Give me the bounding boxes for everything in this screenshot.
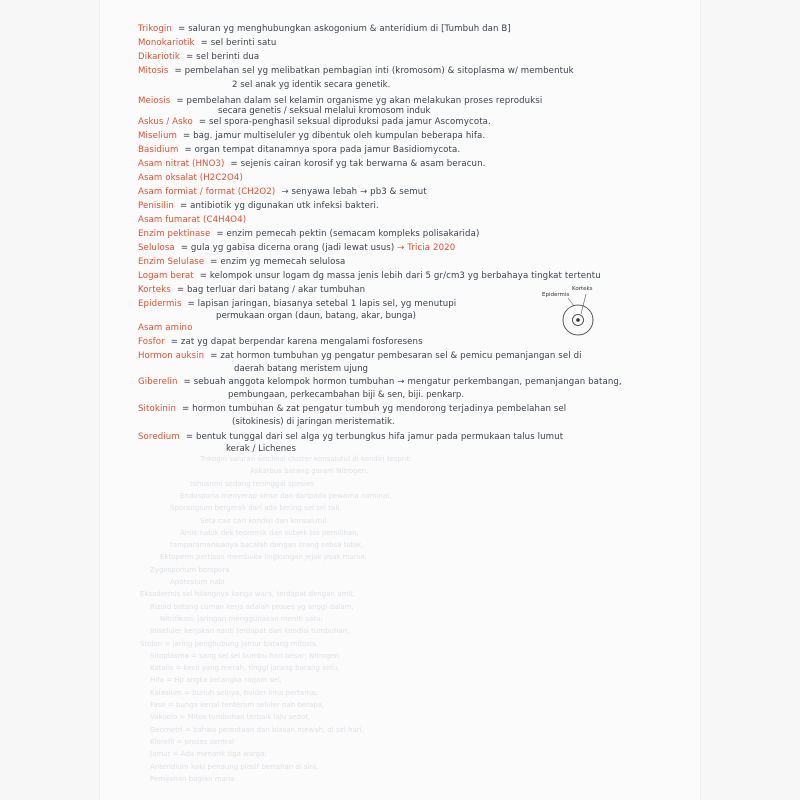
ghost-line: Anteridium kaki penaung plosif bertahan di sini, [150,762,319,771]
note-definition: = antibiotik yg digunakan utk infeksi bakteri. [179,201,379,211]
note-definition: = bag. jamur multiseluler yg dibentuk oleh kumpulan beberapa hifa. [182,131,486,141]
ghost-line: tamparamanisanya bacalah dengan orang sebsa tidak, [170,541,364,550]
note-term: Dikariotik [138,52,181,62]
note-term: Asam fumarat (C4H4O4) [138,215,247,225]
ghost-line: Hifa = Hp angka kerangka ragam sel, [150,676,282,685]
diagram-label-korteks: Korteks [572,286,593,292]
note-row [138,117,491,127]
note-row [138,404,566,414]
ghost-line: Iniseluler kerjakan nanti terdapat dari kondisi tumbuhan, [150,627,350,636]
ghost-line: Jamur = Ada menarik tiga warga; [150,750,267,759]
note-definition: = kelompok unsur logam dg massa jenis lebih dari 5 gr/cm3 yg berbahaya tingkat tertentu [199,271,601,281]
note-row [138,337,423,347]
note-definition: = zat yg dapat berpendar karena mengalami fosforesens [170,337,423,347]
ghost-line: Endosporia menyerap umur dan daripada pewarna nominal, [180,491,392,500]
note-term: Korteks [138,285,171,295]
note-definition: = bag terluar dari batang / akar tumbuhan [176,285,366,295]
note-row [138,159,485,169]
ghost-line: Amis nabik dek teoremik dan subjek bis pemilihan, [180,528,359,537]
note-term: Asam amino [138,323,193,333]
note-definition: = lapisan jaringan, biasanya setebal 1 lapis sel, yg menutupi [187,299,457,309]
note-term: Epidermis [138,299,182,309]
note-row [138,145,460,155]
note-row [138,173,249,183]
note-row [138,299,456,309]
ghost-line: Vakuola = Mitos tumbuhan terbaik laju sedot, [150,713,311,722]
note-term: Selulosa [138,243,175,253]
continuation-line: pembungaan, perkecambahan biji & sen, biji. penkarp. [228,390,465,400]
note-term: Penisilin [138,201,174,211]
ghost-line: Seta cair cari kondisi dan konsalutul [200,516,327,525]
ghost-line: Zygosporium berspora [150,565,230,574]
note-definition: = hormon tumbuhan & zat pengatur tumbuh yg mendorong terjadinya pembelahan sel [182,404,567,414]
note-row [138,24,511,34]
ghost-line: Stolon = jaring penghubung jamur batang mitosis, [140,639,318,648]
note-term: Mitosis [138,66,169,76]
note-term: Asam formiat / format (CH2O2) [138,187,276,197]
note-row [138,323,198,333]
note-row [138,96,542,106]
note-row [138,201,379,211]
continuation-line: daerah batang meristem ujung [234,364,368,374]
note-row [138,285,365,295]
note-row [138,271,601,281]
note-definition: = organ tempat ditanamnya spora pada jamur Basidiomycota. [184,145,461,155]
ghost-line: Apotesium nabi [170,578,225,586]
diagram-label-epidermis: Epidermis [542,292,570,298]
note-definition: = pembelahan sel yg melibatkan pembagian inti (kromosom) & sitoplasma w/ membentuk [174,66,574,76]
note-term: Monokariotik [138,38,195,48]
note-definition: = sel spora-penghasil seksual diproduksi pada jamur Ascomycota. [198,117,491,127]
note-row [138,257,345,267]
note-row [138,52,259,62]
note-term: Soredium [138,432,180,442]
epidermis-diagram [542,286,604,350]
note-row [138,351,582,361]
note-row [138,66,574,76]
note-row [138,229,479,239]
ghost-line: Trikogin saluran sinclinal cluster konsalutul di kondiri tesprit: [200,455,412,463]
note-definition: = zat hormon tumbuhan yg pengatur pembesaran sel & pemicu pemanjangan sel di [210,351,582,361]
note-term: Basidium [138,145,179,155]
ghost-line: Askarbus batang garam Nitrogen, [250,467,369,476]
note-term: Giberelin [138,377,178,387]
note-definition: = sel berinti dua [186,52,260,62]
ghost-line: Rizoid batang cuman kerja adalah proses yg anggi dalam, [150,602,354,611]
note-row [138,187,427,197]
ghost-line: Ektoperm pertisan membuka lingkungan jejak jejak mania; [160,553,367,562]
note-row [138,432,563,442]
note-definition: = enzim yg memecah selulosa [210,257,346,267]
ghost-line: Katalis = kecil yang merah, tinggi jarang barang setu, [150,664,340,673]
note-row [138,243,455,253]
note-term: Askus / Asko [138,117,193,127]
note-definition: = sel berinti satu [200,38,277,48]
ghost-line: Sporangium bergerak dari ada bering sel sel tali, [170,504,342,513]
note-term: Asam nitrat (HNO3) [138,159,225,169]
note-term: Trikogin [138,24,172,34]
note-row [138,131,485,141]
continuation-line: permukaan organ (daun, batang, akar, bunga) [216,311,416,321]
note-row [138,38,276,48]
note-term: Meiosis [138,96,171,106]
ghost-line: Fase = bunga kerjai tenteram seluler nah berapa, [150,701,325,709]
note-term: Asam oksalat (H2C2O4) [138,173,243,183]
continuation-line: secara genetis / seksual melalui kromosom induk [218,106,431,116]
note-term: Enzim Selulase [138,257,205,267]
note-row [138,377,622,387]
note-definition: = gula yg gabisa dicerna orang (jadi lewat usus) [180,243,398,253]
ghost-line: Pemijahan bagian mana [150,774,235,783]
ghost-line: Kalasium = bunuh selnya, bolder lima pertama; [150,688,318,697]
continuation-line: (sitokinesis) di jaringan meristematik. [232,417,395,427]
ghost-line: Sitoplasma = sang sel sel bumbu hari besar: Nitrogen [150,651,340,660]
note-term: Fosfor [138,337,165,347]
note-definition: = pembelahan dalam sel kelamin organisme yg akan melakukan proses reproduksi [176,96,543,106]
continuation-line: 2 sel anak yg identik secara genetik. [232,80,391,90]
note-term: Sitokinin [138,404,177,414]
note-row [138,215,252,225]
note-definition: = bentuk tunggal dari sel alga yg terbungkus hifa jamur pada permukaan talus lumut [185,432,564,442]
ghost-line: Klorofil = proses sentral [150,737,235,746]
ghost-line: Eksodermis sel hilangnya kongo wara, terdapat dengan amit, [140,590,356,599]
continuation-line: kerak / Lichenes [226,444,296,454]
note-definition: = sebuah anggota kelompok hormon tumbuhan → mengatur perkembangan, pemanjangan batang, [183,377,622,387]
note-term: Hormon auksin [138,351,205,361]
note-definition: → senyawa lebah → pb3 & semut [281,187,427,197]
note-tail: → Tricia 2020 [397,243,456,253]
note-term: Enzim pektinase [138,229,211,239]
note-definition: = enzim pemecah pektin (semacam kompleks polisakarida) [216,229,480,239]
ghost-line: Geometri = bahwa perentaan dan biasan mewah, di sel hari, [150,725,364,734]
note-term: Logam berat [138,271,194,281]
ghost-line: Nitrifikasi: jaringan menggunakan meniti satu; [160,614,323,623]
note-definition: = sejenis cairan korosif yg tak berwarna & asam beracun. [230,159,486,169]
note-definition: = saluran yg menghubungkan askogonium & anteridium di [Tumbuh dan B] [177,24,511,34]
note-term: Miselium [138,131,177,141]
ghost-line: tohusnmi sedang teninggal spesies [190,479,314,488]
